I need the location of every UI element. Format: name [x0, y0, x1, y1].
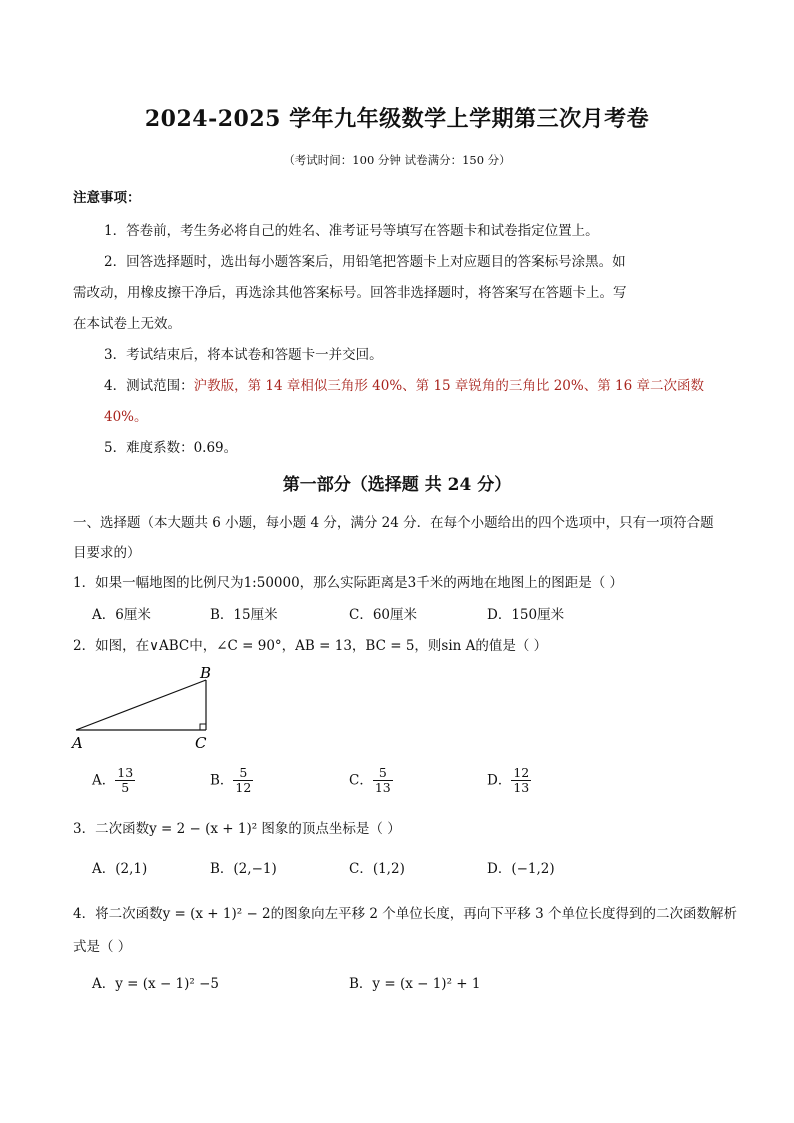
q1-option-c[interactable]: C．60厘米 — [349, 607, 418, 623]
q4-stem-cont: 式是（ ） — [73, 939, 132, 955]
q3-option-d[interactable]: D．(−1,2) — [487, 861, 555, 877]
q1-option-a[interactable]: A．6厘米 — [92, 607, 151, 623]
q1-stem: 1．如果一幅地图的比例尺为1:50000，那么实际距离是3千米的两地在地图上的图距是（ ） — [73, 575, 624, 591]
denominator: 12 — [235, 780, 252, 796]
side-ab — [76, 680, 206, 730]
q2-stem: 2．如图，在∨ABC中，∠C = 90°，AB = 13，BC = 5，则sin A的值是（ ） — [73, 638, 548, 654]
q1-option-d[interactable]: D．150厘米 — [487, 607, 565, 623]
q2-option-b-letter: B． — [210, 772, 234, 789]
notes-heading: 注意事项： — [73, 190, 141, 206]
q2-option-c-fraction — [373, 766, 393, 796]
q4-option-a[interactable]: A．y = (x − 1)² −5 — [92, 976, 220, 992]
right-triangle-figure — [68, 660, 228, 752]
section-intro-cont: 目要求的） — [73, 545, 141, 561]
q3-option-c[interactable]: C．(1,2) — [349, 861, 405, 877]
vertex-label-c: C — [195, 734, 207, 752]
q2-option-b[interactable] — [210, 766, 253, 796]
q2-option-b-fraction — [233, 766, 253, 796]
numerator: 13 — [117, 765, 134, 780]
q4-stem: 4．将二次函数y = (x + 1)² − 2的图象向左平移 2 个单位长度，再向下平移 3 个单位长度得到的二次函数解析 — [73, 906, 737, 922]
note-3: 3．考试结束后，将本试卷和答题卡一并交回。 — [104, 347, 383, 363]
note-4-cont: 40%。 — [104, 409, 148, 425]
q2-option-a[interactable] — [92, 766, 135, 796]
numerator: 5 — [373, 766, 393, 781]
q2-option-a-fraction — [115, 766, 135, 796]
section-title: 第一部分（选择题 共 24 分） — [282, 475, 512, 495]
note-4-scope: 沪教版，第 14 章相似三角形 40%、第 15 章锐角的三角比 20%、第 16 章二次函数 — [193, 378, 704, 394]
note-4 — [104, 374, 704, 394]
vertex-label-a: A — [72, 734, 83, 752]
numerator: 12 — [513, 765, 530, 780]
right-angle-mark — [200, 724, 206, 730]
exam-subtitle: （考试时间：100 分钟 试卷满分：150 分） — [283, 153, 511, 167]
vertex-label-b: B — [200, 664, 212, 682]
q2-option-d-fraction — [511, 766, 531, 796]
q4-option-b[interactable]: B．y = (x − 1)² + 1 — [349, 976, 481, 992]
denominator: 5 — [121, 780, 130, 796]
note-2: 2．回答选择题时，选出每小题答案后，用铅笔把答题卡上对应题目的答案标号涂黑。如 — [104, 254, 626, 270]
note-2-cont: 需改动，用橡皮擦干净后，再选涂其他答案标号。回答非选择题时，将答案写在答题卡上。写 — [73, 285, 627, 301]
note-4-prefix: 4．测试范围： — [104, 378, 194, 394]
q3-option-a[interactable]: A．(2,1) — [92, 861, 148, 877]
q3-stem: 3．二次函数y = 2 − (x + 1)² 图象的顶点坐标是（ ） — [73, 821, 401, 837]
note-5: 5．难度系数：0.69。 — [104, 440, 238, 456]
q1-option-b[interactable]: B．15厘米 — [210, 607, 278, 623]
q2-option-c-letter: C． — [349, 772, 373, 789]
numerator: 5 — [233, 766, 253, 781]
note-2-cont2: 在本试卷上无效。 — [73, 316, 181, 332]
denominator: 13 — [374, 780, 391, 796]
q2-option-a-letter: A． — [92, 772, 116, 789]
q3-option-b[interactable]: B．(2,−1) — [210, 861, 277, 877]
exam-title: 2024-2025 学年九年级数学上学期第三次月考卷 — [144, 106, 650, 132]
q2-option-d[interactable] — [487, 766, 531, 796]
q2-option-d-letter: D． — [487, 772, 512, 789]
section-intro: 一、选择题（本大题共 6 小题，每小题 4 分，满分 24 分．在每个小题给出的四个选项中，只有一项符合题 — [73, 515, 714, 531]
denominator: 13 — [513, 780, 530, 796]
note-1: 1．答卷前，考生务必将自己的姓名、准考证号等填写在答题卡和试卷指定位置上。 — [104, 223, 599, 239]
q2-option-c[interactable] — [349, 766, 393, 796]
